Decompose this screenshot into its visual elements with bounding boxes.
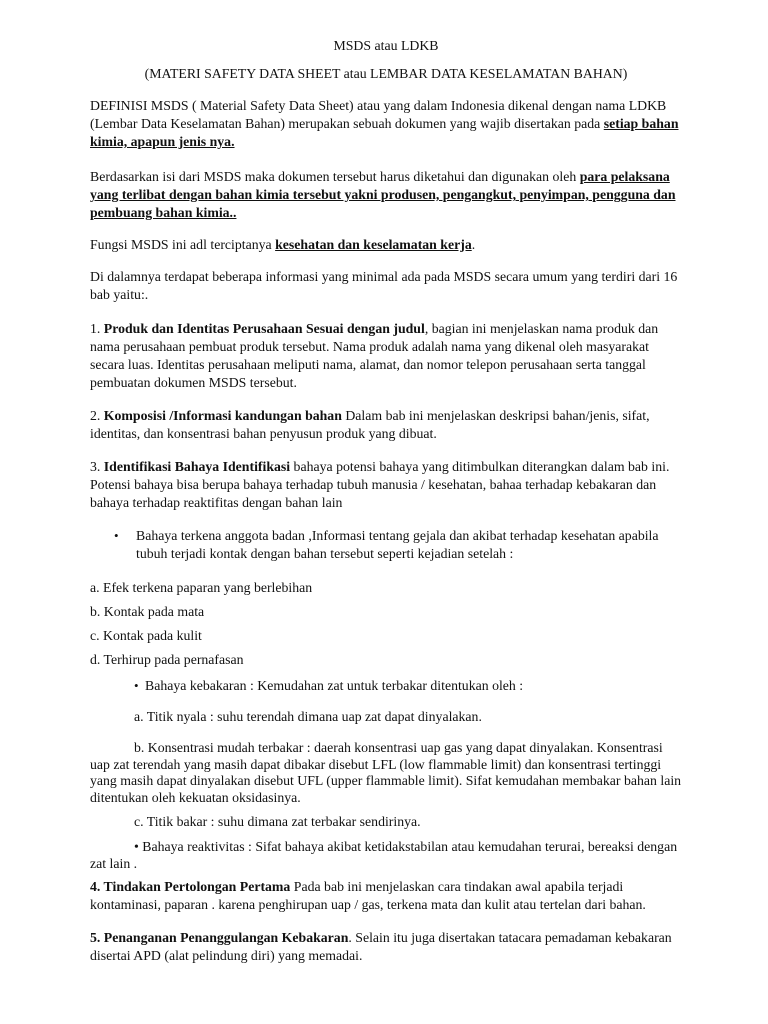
bullet-icon: • — [114, 528, 119, 543]
list-item-a: a. Efek terkena paparan yang berlebihan — [90, 580, 313, 595]
section-5-text: . Selain itu juga disertakan tatacara pemadaman kebakaran disertai APD (alat pelindung diri) yang memadai. — [90, 930, 672, 963]
section-2 — [90, 407, 682, 443]
bullet-reactivity-text: Bahaya reaktivitas : Sifat bahaya akibat ketidakstabilan atau kemudahan terurai, bereaksi dengan zat lain . — [90, 839, 678, 871]
bullet-body-contact: Bahaya terkena anggota badan ,Informasi tentang gejala dan akibat terhadap kesehatan apabila tubuh terjadi kontak dengan bahan tersebut seperti kejadian setelah : — [136, 528, 659, 561]
paragraph-definition — [90, 97, 682, 151]
section-2-heading: Komposisi /Informasi kandungan bahan — [103, 408, 342, 423]
section-1-text: , bagian ini menjelaskan nama produk dan nama perusahaan pembuat produk tersebut. Nama produk adalah nama yang dikenal oleh masyarakat secara luas. Identitas perusahaan meliputi nama, alamat, dan nomor telepon perusahaan serta tanggal pembuatan dokumen MSDS tersebut. — [90, 321, 659, 390]
section-5 — [90, 929, 682, 965]
bullet-icon: • — [134, 839, 139, 854]
paragraph-function-emphasis: kesehatan dan keselamatan kerja — [275, 237, 472, 252]
list-item-b: b. Kontak pada mata — [90, 604, 205, 619]
fire-item-c: c. Titik bakar : suhu dimana zat terbakar sendirinya. — [134, 814, 421, 829]
section-1 — [90, 320, 682, 392]
section-4-text: Pada bab ini menjelaskan cara tindakan awal apabila terjadi kontaminasi, paparan . karena penghirupan uap / gas, terkena mata dan kulit atau tertelan dari bahan. — [90, 879, 646, 912]
paragraph-users-emphasis: para pelaksana yang terlibat dengan bahan kimia tersebut yakni produsen, pengangkut, penyimpan, pengguna dan pembuang bahan kimia.. — [90, 169, 676, 220]
list-item-c: c. Kontak pada kulit — [90, 628, 202, 643]
fire-item-b: b. Konsentrasi mudah terbakar : daerah konsentrasi uap gas yang dapat dinyalakan. Konsentrasi uap zat terendah yang masih dapat dibakar disebut LFL (low flammable limit) dan konsentrasi tertinggi yang masih dapat dinyalakan disebut UFL (upper flammable limit). Sifat kemudahan membakar bahan lain ditentukan oleh kekuatan oksidasinya. — [90, 740, 682, 805]
fire-item-a: a. Titik nyala : suhu terendah dimana uap zat dapat dinyalakan. — [134, 709, 482, 724]
doc-subtitle: (MATERI SAFETY DATA SHEET atau LEMBAR DATA KESELAMATAN BAHAN) — [144, 66, 628, 81]
paragraph-users — [90, 168, 682, 222]
paragraph-users-text: Berdasarkan isi dari MSDS maka dokumen tersebut harus diketahui dan digunakan oleh — [90, 169, 580, 184]
section-5-heading: 5. Penanganan Penanggulangan Kebakaran — [90, 930, 349, 945]
bullet-reactivity — [90, 838, 682, 872]
section-2-number: 2. — [90, 408, 104, 423]
list-item-d: d. Terhirup pada pernafasan — [90, 652, 244, 667]
paragraph-definition-emphasis: setiap bahan kimia, apapun jenis nya. — [90, 116, 679, 149]
bullet-fire: Bahaya kebakaran : Kemudahan zat untuk terbakar ditentukan oleh : — [145, 678, 524, 693]
section-3 — [90, 458, 682, 512]
section-3-number: 3. — [90, 459, 104, 474]
paragraph-function-text: Fungsi MSDS ini adl terciptanya — [90, 237, 276, 252]
paragraph-definition-text: DEFINISI MSDS ( Material Safety Data Sheet) atau yang dalam Indonesia dikenal dengan nama LDKB (Lembar Data Keselamatan Bahan) merupakan sebuah dokumen yang wajib disertakan pada — [90, 98, 667, 131]
section-2-text: Dalam bab ini menjelaskan deskripsi bahan/jenis, sifat, identitas, dan konsentrasi bahan penyusun produk yang dibuat. — [90, 408, 650, 441]
doc-title: MSDS atau LDKB — [333, 38, 439, 53]
paragraph-intro: Di dalamnya terdapat beberapa informasi yang minimal ada pada MSDS secara umum yang terdiri dari 16 bab yaitu:. — [90, 269, 678, 302]
bullet-icon: • — [134, 678, 139, 693]
paragraph-function — [90, 236, 682, 254]
section-1-number: 1. — [90, 321, 104, 336]
paragraph-function-end: . — [471, 237, 476, 252]
section-3-heading: Identifikasi Bahaya Identifikasi — [103, 459, 291, 474]
section-4-heading: 4. Tindakan Pertolongan Pertama — [90, 879, 291, 894]
section-4 — [90, 878, 682, 914]
section-3-text: bahaya potensi bahaya yang ditimbulkan diterangkan dalam bab ini. Potensi bahaya bisa berupa bahaya terhadap tubuh manusia / kesehatan, bahaa terhadap kebakaran dan bahaya terhadap reaktifitas dengan bahan lain — [90, 459, 670, 510]
section-1-heading: Produk dan Identitas Perusahaan Sesuai dengan judul — [103, 321, 425, 336]
